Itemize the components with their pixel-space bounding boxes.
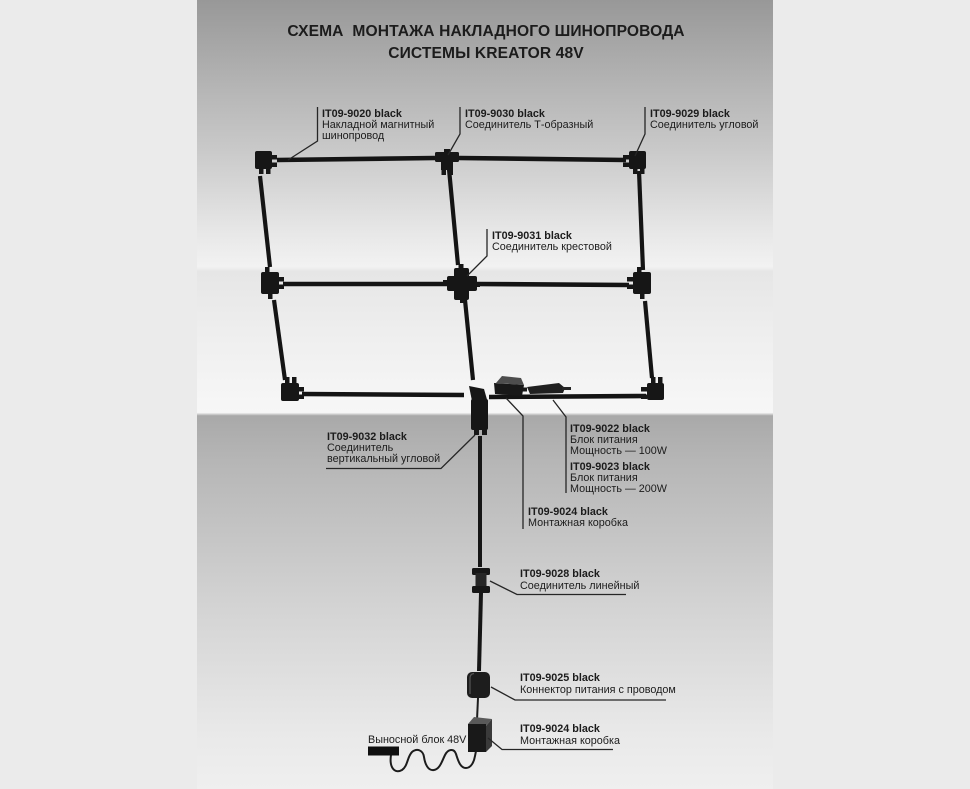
track-segment-wall-drop-lower	[479, 593, 481, 671]
label-9029-desc1: Соединитель угловой	[650, 119, 759, 131]
label-9028-desc1: Соединитель линейный	[520, 580, 640, 592]
label-9024-bottom-desc1: Монтажная коробка	[520, 735, 620, 747]
track-segment-mid-right	[477, 284, 629, 285]
label-9020-code: IT09-9020 black	[322, 108, 402, 120]
track-segment-bottom-left	[302, 394, 464, 395]
label-9031-desc1: Соединитель крестовой	[492, 241, 612, 253]
label-remote-block: Выносной блок 48V	[368, 734, 467, 746]
label-9022-desc2: Мощность — 100W	[570, 445, 667, 457]
label-9022-code: IT09-9022 black	[570, 423, 650, 435]
remote-power-block	[368, 747, 399, 756]
diagram-title-line1: СХЕМА МОНТАЖА НАКЛАДНОГО ШИНОПРОВОДА	[287, 23, 685, 40]
label-9030-code: IT09-9030 black	[465, 108, 545, 120]
mounting-box-bottom	[468, 717, 492, 752]
label-9031-code: IT09-9031 black	[492, 230, 572, 242]
label-9032-code: IT09-9032 black	[327, 431, 407, 443]
track-segment-bottom-right	[489, 396, 646, 397]
track-segment-top-right	[459, 158, 626, 160]
track-segment-top-left	[277, 158, 435, 160]
vertical-corner-connector	[469, 386, 488, 435]
label-9032-desc2: вертикальный угловой	[327, 453, 441, 465]
diagram-title-line2: СИСТЕМЫ KREATOR 48V	[388, 45, 584, 62]
label-9028-code: IT09-9028 black	[520, 568, 600, 580]
label-9025-code: IT09-9025 black	[520, 672, 600, 684]
label-9023-code: IT09-9023 black	[570, 461, 650, 473]
label-9024-bottom-code: IT09-9024 black	[520, 723, 600, 735]
label-9020-desc2: шинопровод	[322, 130, 385, 142]
label-9022-desc1: Блок питания	[570, 434, 638, 446]
label-9024-mid-code: IT09-9024 black	[528, 506, 608, 518]
feed-wire	[477, 698, 478, 720]
label-9025-desc1: Коннектор питания с проводом	[520, 684, 676, 696]
label-9029-code: IT09-9029 black	[650, 108, 730, 120]
label-9020-desc1: Накладной магнитный	[322, 119, 435, 131]
label-9023-desc2: Мощность — 200W	[570, 483, 667, 495]
power-feed-connector	[467, 672, 490, 698]
label-9032-desc1: Соединитель	[327, 442, 394, 454]
label-9023-desc1: Блок питания	[570, 472, 638, 484]
label-9024-mid-desc1: Монтажная коробка	[528, 517, 628, 529]
label-9030-desc1: Соединитель Т-образный	[465, 119, 594, 131]
